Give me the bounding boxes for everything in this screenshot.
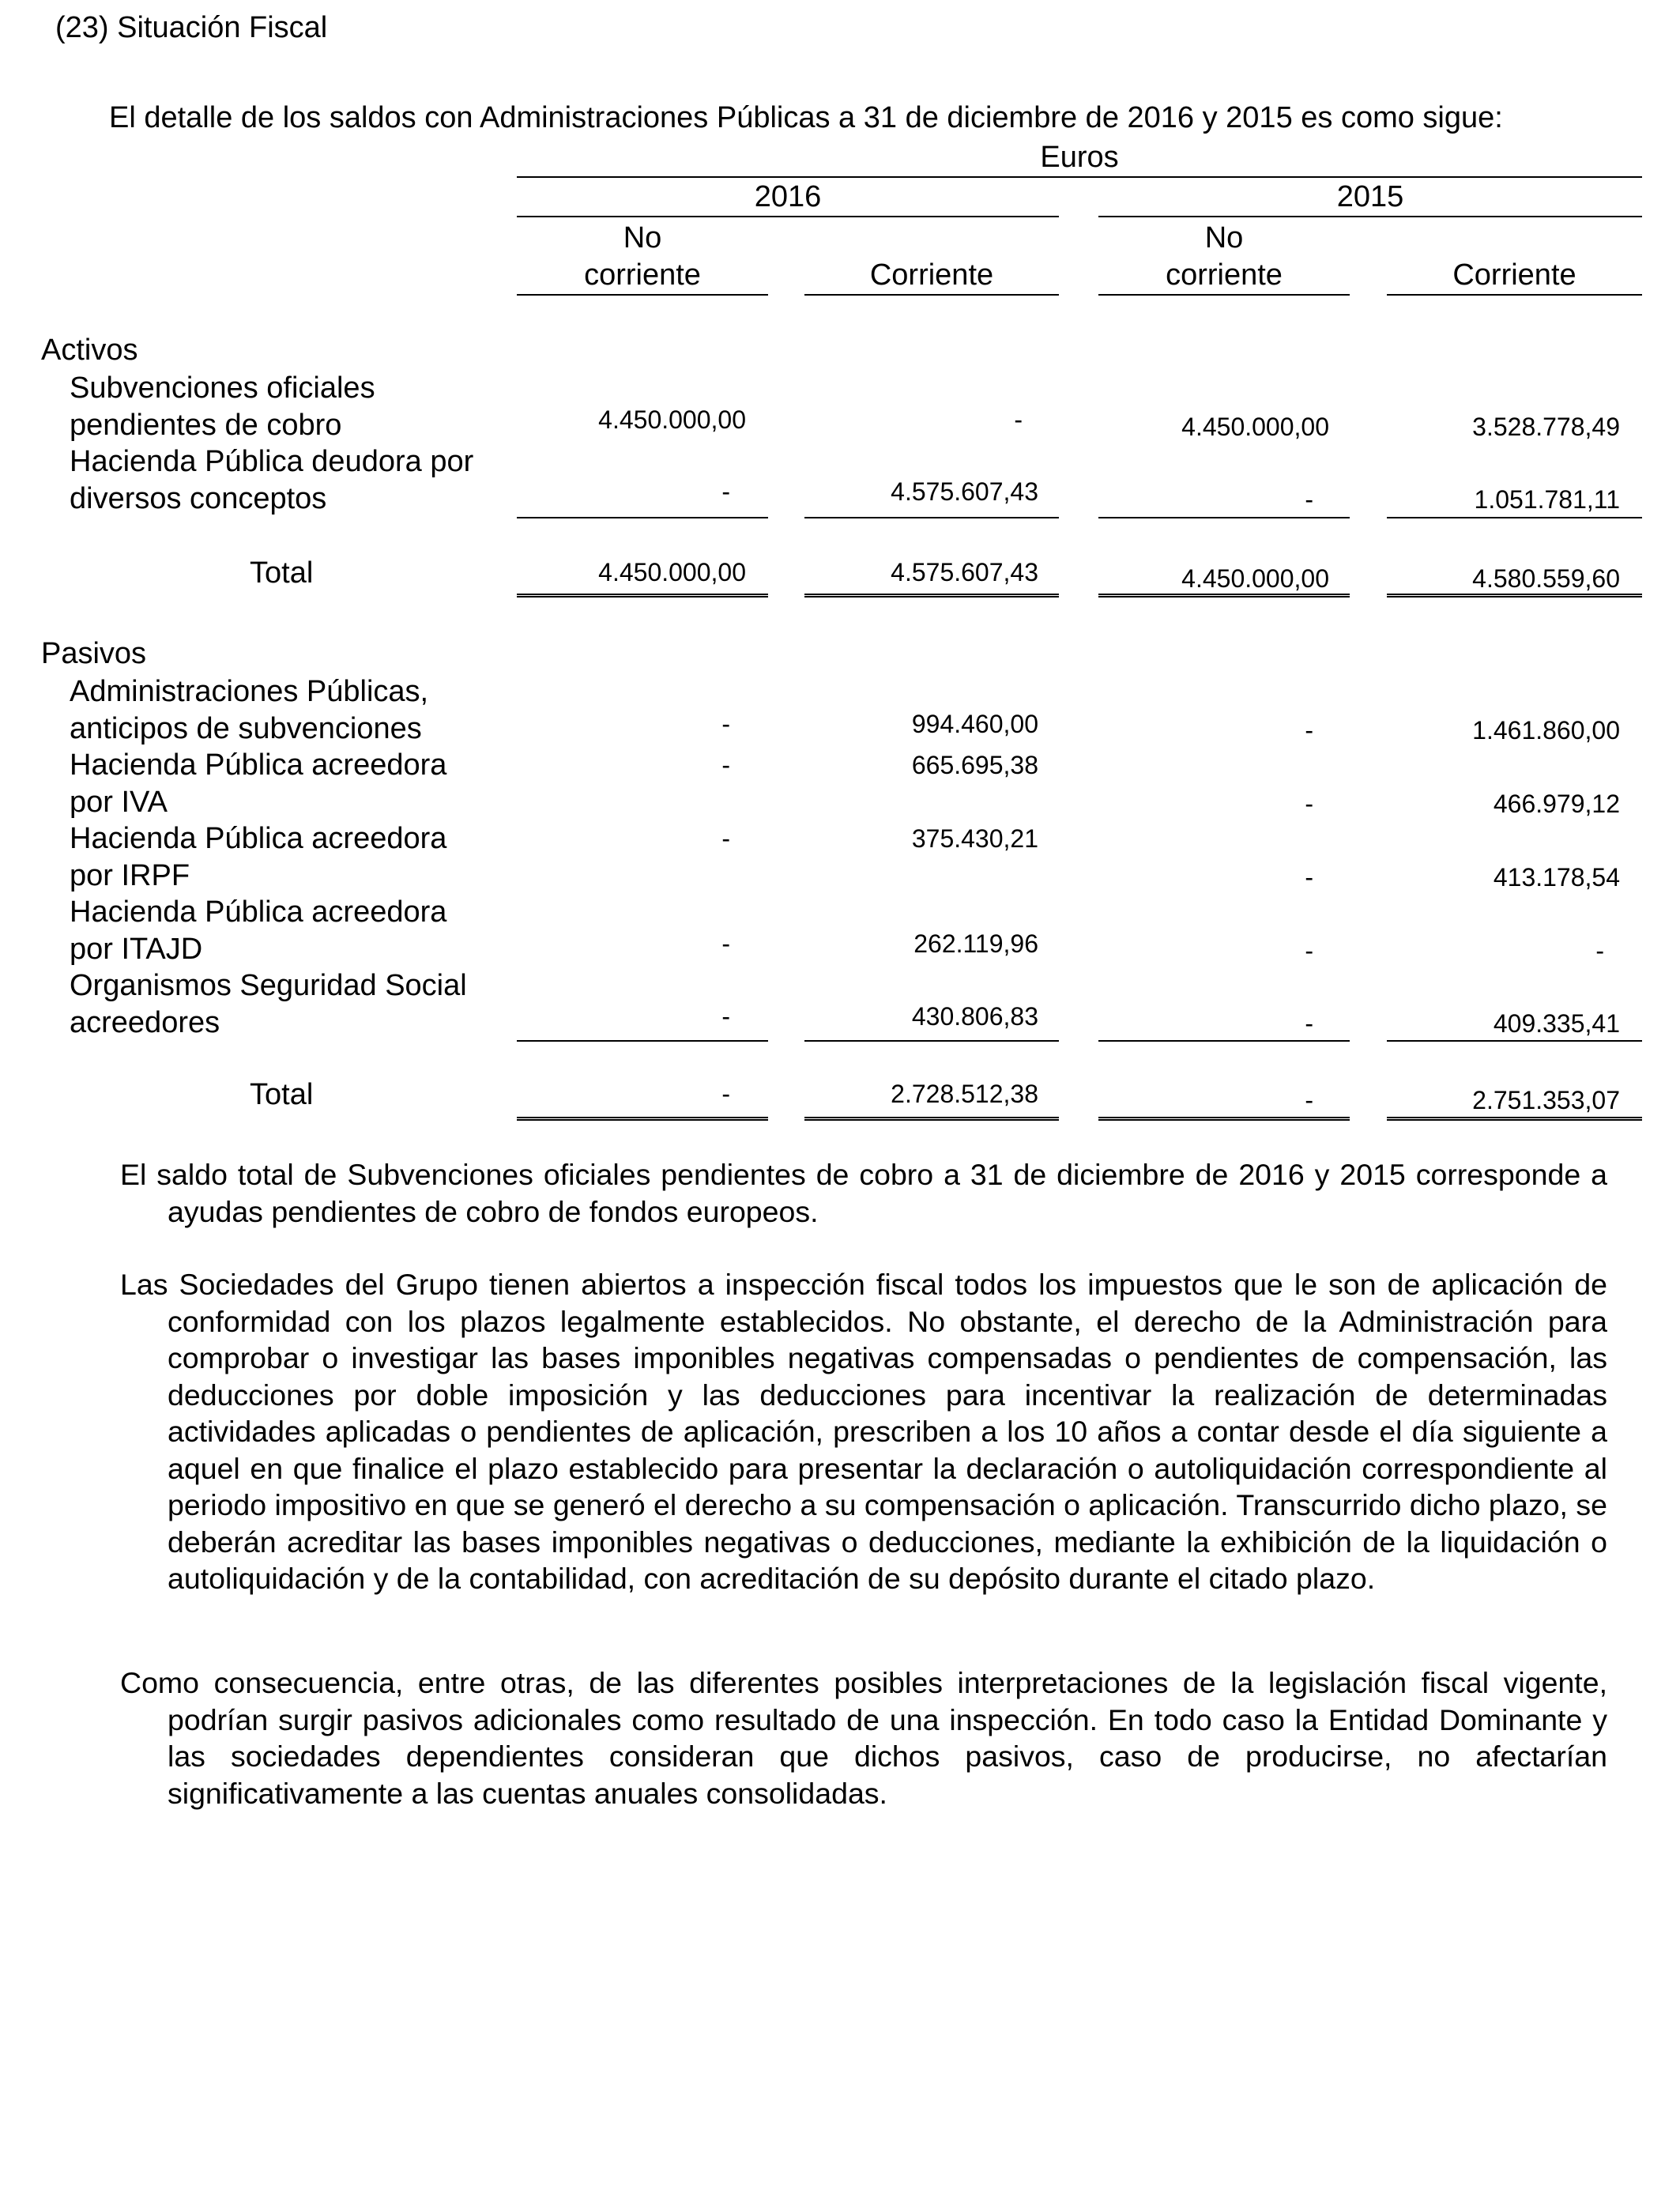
cell-value: 4.575.607,43 [891,477,1038,506]
subtotal-rule [804,1040,1059,1042]
total-double-rule [1098,594,1350,598]
total-double-rule [517,1117,768,1121]
subtotal-rule [1098,517,1350,518]
row-label: Hacienda Pública acreedora [70,895,447,929]
activos-heading: Activos [41,334,138,367]
cell-value: - [1305,716,1313,745]
currency-header: Euros [1040,141,1119,174]
row-label: por IVA [70,786,168,819]
subtotal-rule [1098,1040,1350,1042]
cell-value: 466.979,12 [1493,790,1620,818]
cell-value: 665.695,38 [911,751,1038,779]
row-label: Hacienda Pública deudora por [70,445,474,478]
cell-value: - [721,824,730,853]
pasivos-heading: Pasivos [41,637,147,670]
row-label: Organismos Seguridad Social [70,969,467,1002]
cell-value: - [721,710,730,738]
year-2016-rule [517,216,1059,217]
cell-value: 3.528.778,49 [1472,413,1620,441]
cell-value: 4.450.000,00 [598,405,746,434]
total-double-rule [1387,1117,1642,1121]
cell-value: 430.806,83 [911,1002,1038,1031]
cell-value: - [1305,863,1313,892]
col-2016-c-header: Corriente [869,258,994,292]
total-double-rule [804,594,1059,598]
row-label: pendientes de cobro [70,409,342,442]
section-title: (23) Situación Fiscal [55,11,328,44]
subtotal-rule [804,517,1059,518]
col-rule [1098,294,1350,296]
paragraph-inspeccion: Las Sociedades del Grupo tienen abiertos a inspección fiscal todos los impuestos que le son de aplicación de conformidad con los plazos legalmente establecidos. No obstante, el derecho de la Administración para comprobar o investigar las bases imponibles negativas compensadas o pendientes de compensación, las deducciones por doble imposición y las deducciones para incentivar la realización de determinadas actividades aplicadas o pendientes de aplicación, prescriben a los 10 años a contar desde el día siguiente a aquel en que finalice el plazo establecido para presentar la declaración o autoliquidación correspondiente al periodo impositivo en que se generó el derecho a su compensación o aplicación. Transcurrido dicho plazo, se deberán acreditar las bases imponibles negativas o deducciones, mediante la exhibición de la liquidación o autoliquidación y de la contabilidad, con acreditación de su depósito durante el citado plazo. [120,1268,1607,1595]
row-label: Subvenciones oficiales [70,371,375,405]
total-value: 4.450.000,00 [598,558,746,586]
row-label: anticipos de subvenciones [70,712,422,745]
total-value: 4.450.000,00 [1181,564,1329,593]
cell-value: - [721,929,730,958]
total-double-rule [517,594,768,598]
row-label: Hacienda Pública acreedora [70,822,447,855]
cell-value: - [1305,937,1313,965]
total-value: - [721,1080,730,1108]
intro-text: El detalle de los saldos con Administraciones Públicas a 31 de diciembre de 2016 y 2015 es como sigue: [109,101,1503,134]
cell-value: 1.461.860,00 [1472,716,1620,745]
cell-value: - [1305,790,1313,818]
paragraph-subvenciones: El saldo total de Subvenciones oficiales pendientes de cobro a 31 de diciembre de 2016 y 2015 corresponde a ayudas pendientes de cobro de fondos europeos. [120,1158,1607,1228]
cell-value: - [1595,937,1604,965]
col-rule [804,294,1059,296]
total-value: 4.580.559,60 [1472,564,1620,593]
col-2015-nc-corriente: corriente [1166,258,1283,292]
year-2016-header: 2016 [754,180,822,213]
cell-value: - [721,477,730,506]
activos-total-label: Total [250,556,314,590]
total-value: - [1305,1086,1313,1114]
row-label: diversos conceptos [70,482,327,515]
cell-value: - [721,1002,730,1031]
subtotal-rule [1387,1040,1642,1042]
row-label: por ITAJD [70,933,203,966]
year-2015-header: 2015 [1336,180,1404,213]
year-2015-rule [1098,216,1642,217]
pasivos-total-label: Total [250,1078,314,1111]
total-value: 4.575.607,43 [891,558,1038,586]
total-double-rule [1387,594,1642,598]
cell-value: - [1305,485,1313,514]
col-2015-c-header: Corriente [1452,258,1576,292]
subtotal-rule [1387,517,1642,518]
col-2015-nc-no: No [1204,221,1244,254]
header-rule [517,176,1642,178]
col-rule [1387,294,1642,296]
cell-value: - [1305,1009,1313,1038]
cell-value: - [721,751,730,779]
cell-value: 375.430,21 [911,824,1038,853]
total-value: 2.728.512,38 [891,1080,1038,1108]
row-label: Hacienda Pública acreedora [70,748,447,782]
total-value: 2.751.353,07 [1472,1086,1620,1114]
row-label: Administraciones Públicas, [70,675,429,708]
cell-value: 994.460,00 [911,710,1038,738]
cell-value: - [1014,405,1023,434]
row-label: por IRPF [70,859,190,892]
cell-value: 4.450.000,00 [1181,413,1329,441]
cell-value: 1.051.781,11 [1474,485,1620,514]
col-rule [517,294,768,296]
subtotal-rule [517,517,768,518]
cell-value: 413.178,54 [1493,863,1620,892]
col-2016-nc-corriente: corriente [584,258,701,292]
total-double-rule [804,1117,1059,1121]
paragraph-consecuencia: Como consecuencia, entre otras, de las diferentes posibles interpretaciones de la legislación fiscal vigente, podrían surgir pasivos adicionales como resultado de una inspección. En todo caso la Entidad Dominante y las sociedades dependientes consideran que dichos pasivos, caso de producirse, no afectarían significativamente a las cuentas anuales consolidadas. [120,1666,1607,1810]
cell-value: 262.119,96 [913,929,1038,958]
col-2016-nc-no: No [623,221,662,254]
subtotal-rule [517,1040,768,1042]
row-label: acreedores [70,1006,220,1039]
cell-value: 409.335,41 [1493,1009,1620,1038]
total-double-rule [1098,1117,1350,1121]
